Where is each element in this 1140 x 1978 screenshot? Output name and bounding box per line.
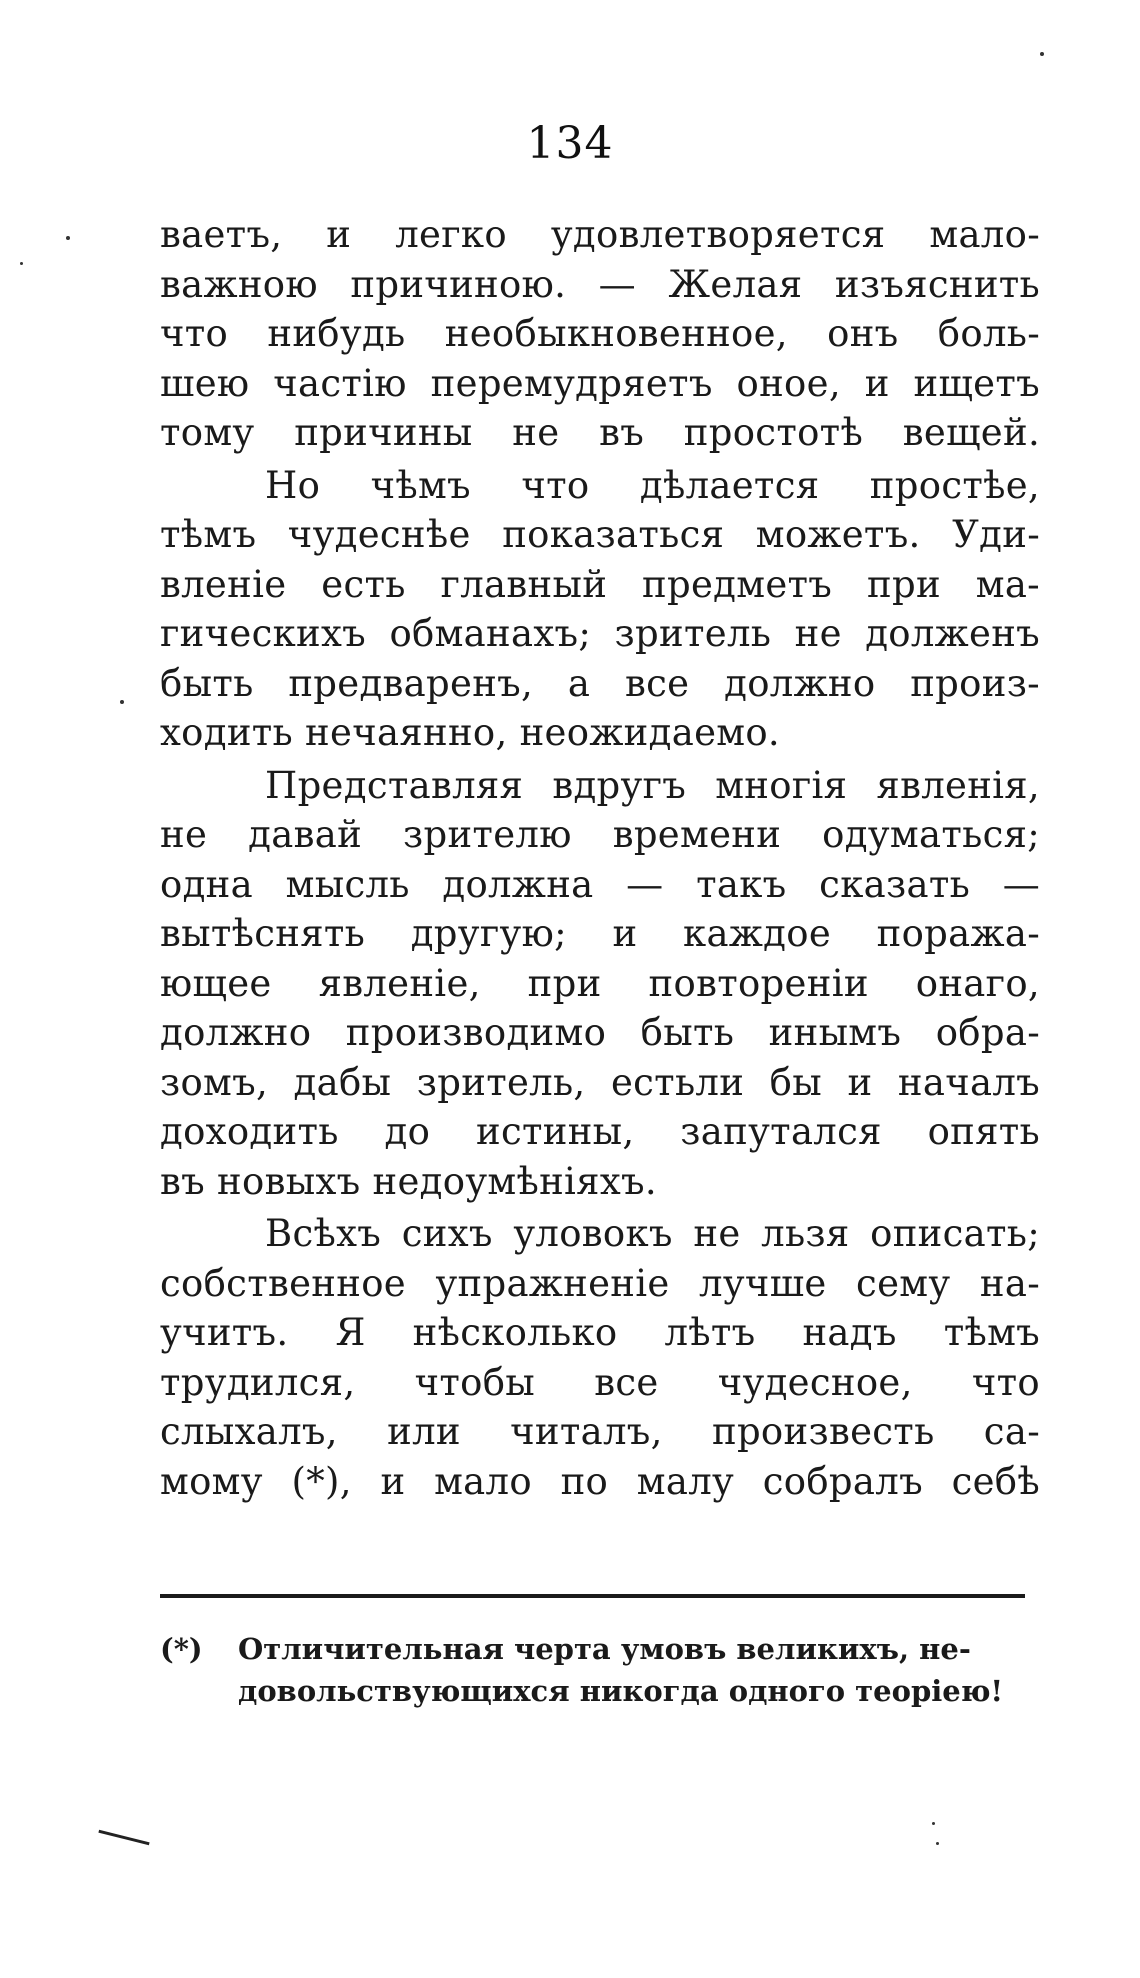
paragraph-3	[160, 761, 1040, 1207]
text-line: Всѣхъ сихъ уловокъ не льзя описать;	[265, 1212, 1040, 1255]
footnote	[160, 1628, 1040, 1712]
text-line: въ новыхъ недоумѣніяхъ.	[160, 1159, 657, 1203]
text-line: важною причиною. — Желая изъяснить	[160, 262, 1040, 306]
text-line: тѣмъ чудеснѣе показаться можетъ. Уди-	[160, 513, 1040, 556]
footnote-line-1	[160, 1628, 1040, 1670]
text-line: должно производимо быть инымъ обра-	[160, 1011, 1040, 1054]
text-line: гическихъ обманахъ; зритель не долженъ	[160, 612, 1040, 655]
text-line: собственное упражненіе лучше сему на-	[160, 1261, 1040, 1305]
text-line: слыхалъ, или читалъ, произвесть са-	[160, 1410, 1040, 1453]
text-line: мому (*), и мало по малу собралъ себѣ	[160, 1459, 1040, 1503]
text-line: ваетъ, и легко удовлетворяется мало-	[160, 213, 1040, 256]
text-line: вытѣснять другую; и каждое поража-	[160, 912, 1040, 955]
text-line: учитъ. Я нѣсколько лѣтъ надъ тѣмъ	[160, 1311, 1040, 1354]
footnote-text-1: Отличительная черта умовъ великихъ, не-	[238, 1632, 971, 1666]
scan-speck	[20, 262, 23, 265]
scan-speck	[932, 1822, 935, 1825]
body-text	[160, 210, 1040, 1506]
scan-smudge	[98, 1830, 149, 1845]
page-number: 134	[526, 118, 614, 169]
paragraph-2	[160, 461, 1040, 758]
footnote-divider	[160, 1594, 1025, 1598]
text-line: зомъ, дабы зритель, естьли бы и началъ	[160, 1060, 1040, 1104]
scan-speck	[936, 1842, 939, 1845]
text-line: тому причины не въ простотѣ вещей.	[160, 411, 1040, 454]
text-line: что нибудь необыкновенное, онъ боль-	[160, 312, 1040, 355]
paragraph-4	[160, 1209, 1040, 1506]
footnote-marker: (*)	[160, 1632, 203, 1666]
text-line: ющее явленіе, при повтореніи онаго,	[160, 961, 1040, 1005]
text-line: не давай зрителю времени одуматься;	[160, 813, 1040, 856]
text-line: Представляя вдругъ многія явленія,	[265, 763, 1040, 807]
text-line: Но чѣмъ что дѣлается простѣе,	[265, 463, 1040, 507]
text-line: трудился, чтобы все чудесное, что	[160, 1360, 1040, 1404]
text-line: ходить нечаянно, неожидаемо.	[160, 711, 780, 754]
text-line: одна мысль должна — такъ сказать —	[160, 862, 1040, 906]
text-line: вленіе есть главный предметъ при ма-	[160, 562, 1040, 606]
footnote-text-2: довольствующихся никогда одного теоріею!	[238, 1674, 1004, 1708]
scan-speck	[1040, 52, 1044, 56]
paragraph-1	[160, 210, 1040, 458]
scan-speck	[120, 700, 124, 704]
text-line: быть предваренъ, а все должно произ-	[160, 661, 1040, 705]
text-line: шею частію перемудряетъ оное, и ищетъ	[160, 361, 1040, 405]
scan-speck	[66, 236, 70, 240]
text-line: доходить до истины, запутался опять	[160, 1110, 1040, 1153]
